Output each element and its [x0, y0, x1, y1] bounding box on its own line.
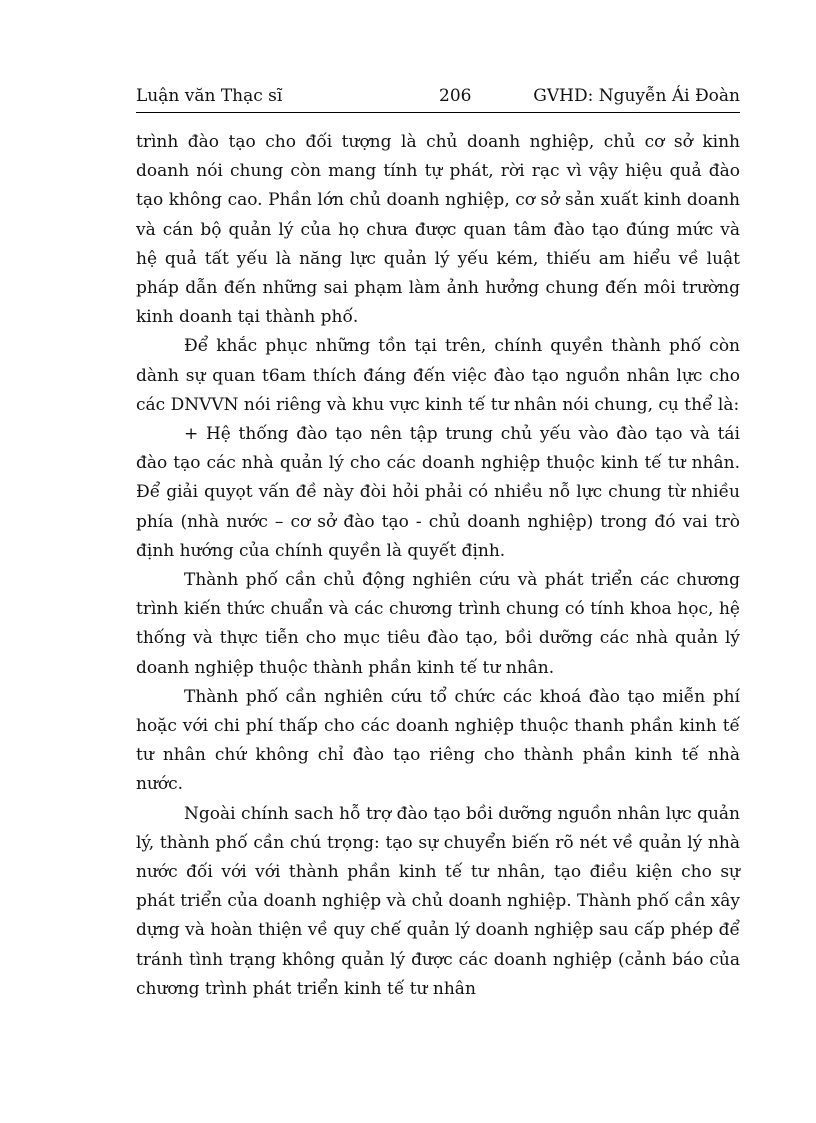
- paragraph: Thành phố cần chủ động nghiên cứu và phát triển các chương trình kiến thức chuẩn và các chương trình chung có tính khoa học, hệ thống và thực tiễn cho mục tiêu đào tạo, bồi dưỡng các nhà quản lý doanh nghiệp thuộc thành phần kinh tế tư nhân.: [136, 570, 740, 678]
- paragraph: + Hệ thống đào tạo nên tập trung chủ yếu vào đào tạo và tái đào tạo các nhà quản lý cho các doanh nghiệp thuộc kinh tế tư nhân. Để giải quyọt vấn đề này đòi hỏi phải có nhiều nỗ lực chung từ nhiều phía (nhà nước – cơ sở đào tạo - chủ doanh nghiệp) trong đó vai trò định hướng của chính quyền là quyết định.: [136, 424, 740, 561]
- header-right-advisor: GVHD: Nguyễn Ái Đoàn: [533, 86, 740, 106]
- page-number: 206: [439, 86, 472, 106]
- paragraph: Để khắc phục những tồn tại trên, chính quyền thành phố còn dành sự quan t6am thích đáng đến việc đào tạo nguồn nhân lực cho các DNVVN nói riêng và khu vực kinh tế tư nhân nói chung, cụ thể là:: [136, 336, 740, 415]
- body-text: [136, 128, 740, 1004]
- paragraph-continuation: trình đào tạo cho đối tượng là chủ doanh nghiệp, chủ cơ sở kinh doanh nói chung còn mang tính tự phát, rời rạc vì vậy hiệu quả đào tạo không cao. Phần lớn chủ doanh nghiệp, cơ sở sản xuất kinh doanh và cán bộ quản lý của họ chưa được quan tâm đào tạo đúng mức và hệ quả tất yếu là năng lực quản lý yếu kém, thiếu am hiểu về luật pháp dẫn đến những sai phạm làm ảnh hưởng chung đến môi trường kinh doanh tại thành phố.: [136, 132, 740, 328]
- paragraph: Ngoài chính sach hỗ trợ đào tạo bồi dưỡng nguồn nhân lực quản lý, thành phố cần chú trọng: tạo sự chuyển biến rõ nét về quản lý nhà nước đối với với thành phần kinh tế tư nhân, tạo điều kiện cho sự phát triển của doanh nghiệp và chủ doanh nghiệp. Thành phố cần xây dựng và hoàn thiện về quy chế quản lý doanh nghiệp sau cấp phép để tránh tình trạng không quản lý được các doanh nghiệp (cảnh báo của chương trình phát triển kinh tế tư nhân: [136, 803, 740, 999]
- page-header: [136, 82, 740, 113]
- paragraph: Thành phố cần nghiên cứu tổ chức các khoá đào tạo miễn phí hoặc với chi phí thấp cho các doanh nghiệp thuộc thanh phần kinh tế tư nhân chứ không chỉ đào tạo riêng cho thành phần kinh tế nhà nước.: [136, 686, 740, 795]
- header-left-title: Luận văn Thạc sĩ: [136, 86, 283, 106]
